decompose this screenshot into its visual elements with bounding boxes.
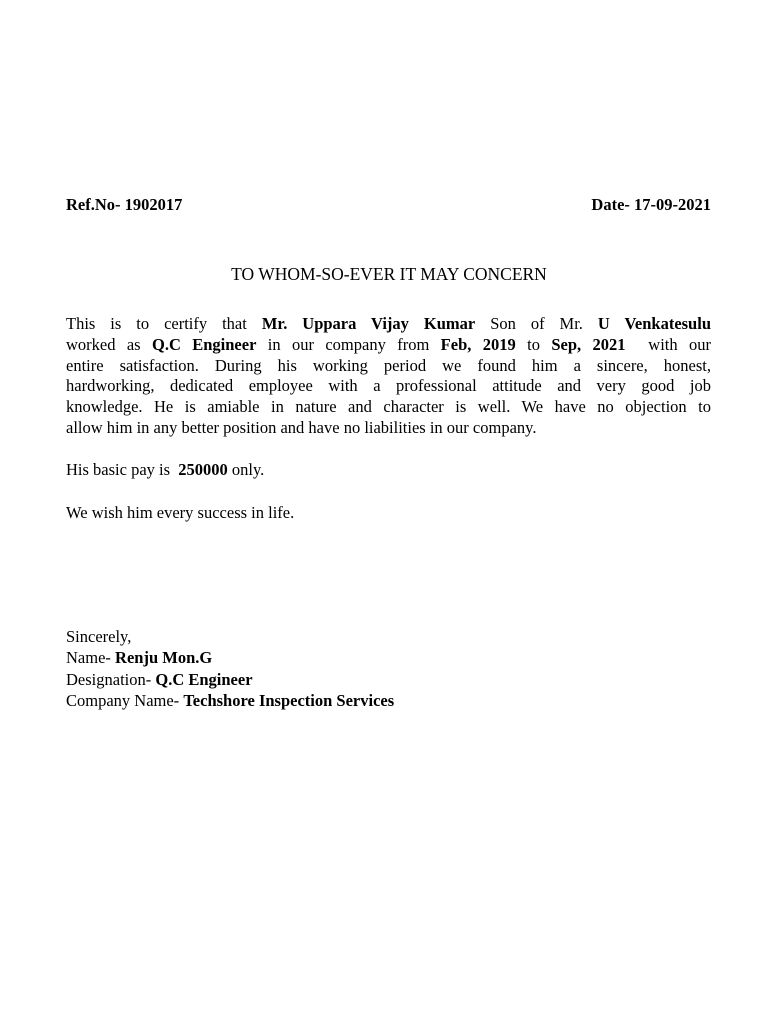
body-line-2: worked as Q.C Engineer in our company from Feb, 2019 to Sep, 2021 with our [66, 334, 711, 354]
basic-pay-line: His basic pay is 250000 only. [66, 460, 265, 479]
wish-line: We wish him every success in life. [66, 503, 295, 522]
to-date: Sep, 2021 [551, 334, 626, 354]
signatory-name: Renju Mon.G [115, 648, 213, 668]
basic-pay-amount: 250000 [178, 460, 228, 479]
employee-designation: Q.C Engineer [151, 334, 257, 354]
certificate-body [66, 314, 711, 439]
from-date: Feb, 2019 [440, 334, 516, 354]
body-line-3: entire satisfaction. During his working period we found him a sincere, honest, [66, 355, 711, 375]
reference-line [66, 194, 711, 216]
body-line-1: This is to certify that Mr. Uppara Vijay Kumar Son of Mr. U Venkatesulu [66, 314, 711, 333]
employee-name: Mr. Uppara Vijay Kumar [261, 314, 476, 333]
signatory-name-line: Name- Renju Mon.G [66, 648, 213, 668]
company-name-line: Company Name- Techshore Inspection Services [66, 690, 395, 710]
signatory-designation-line: Designation- Q.C Engineer [66, 669, 253, 689]
document-title: TO WHOM-SO-EVER IT MAY CONCERN [231, 264, 547, 284]
body-line-5: knowledge. He is amiable in nature and character is well. We have no objection to [66, 397, 711, 417]
body-line-6: allow him in any better position and have no liabilities in our company. [66, 417, 537, 437]
father-name: U Venkatesulu [597, 314, 711, 333]
salutation: Sincerely, [66, 627, 132, 646]
signature-block [66, 626, 394, 711]
signatory-designation: Q.C Engineer [155, 669, 253, 689]
company-name: Techshore Inspection Services [183, 690, 395, 710]
issue-date: Date- 17-09-2021 [591, 195, 711, 214]
body-line-4: hardworking, dedicated employee with a professional attitude and very good job [66, 376, 711, 396]
reference-number: Ref.No- 1902017 [66, 195, 183, 214]
